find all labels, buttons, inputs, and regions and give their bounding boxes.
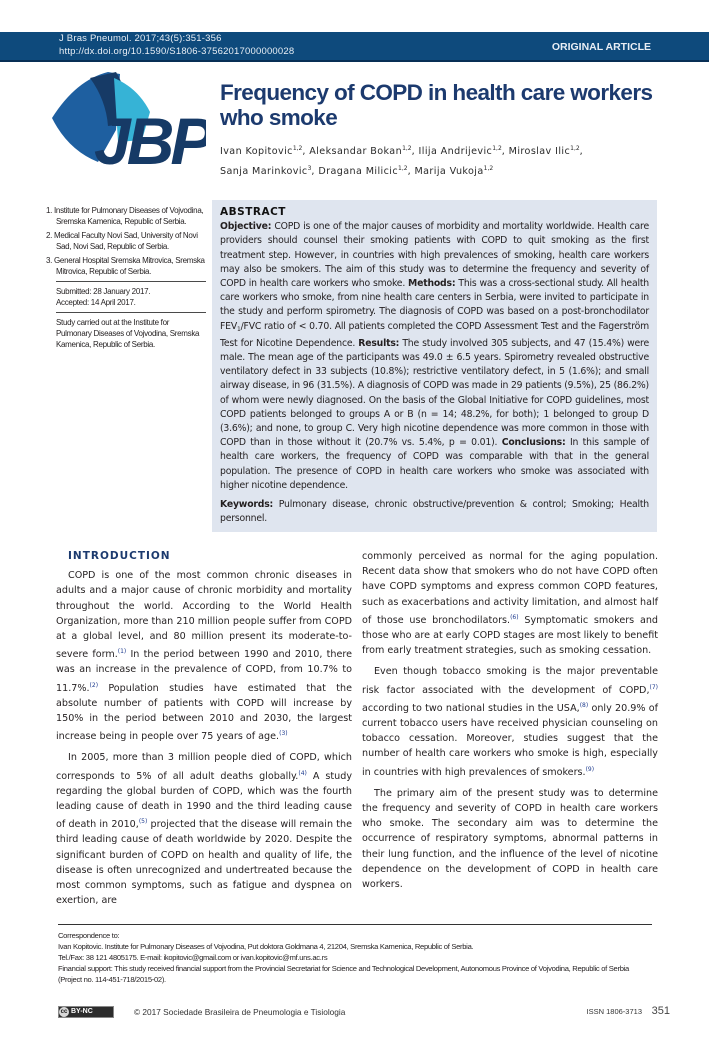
page-footer	[58, 1006, 670, 1020]
citation-link[interactable]: (7)	[649, 683, 658, 691]
author-name: Ilija Andrijevic	[418, 146, 493, 157]
methods-text: This was a cross-sectional study. All health care workers who smoke, from nine health care centers in Serbia, were invited to participate in the study and perform spirometry. The diagnosis of COPD was based on a post-bronchodilator FEV	[220, 278, 649, 332]
abstract-box	[212, 200, 657, 532]
affiliation-item: 3. General Hospital Sremska Mitrovica, Sremska Mitrovica, Republic of Serbia.	[46, 256, 205, 276]
paragraph-text: only 20.9% of current tobacco users have received physician counseling on tobacco cessation. Moreover, studies suggest that the number of health care workers who smoke is high, especially in countries with high prevalences of smokers.	[362, 702, 658, 778]
issn: ISSN 1806-3713	[586, 1007, 642, 1016]
abstract-heading: ABSTRACT	[220, 206, 286, 218]
divider	[56, 281, 206, 282]
financial-support: Financial support: This study received financial support from the Provincial Secretariat for Science and Technological Development, Autonomous Province of Vojvodina, Republic of Serbia (Project no. 114-451-718/2015-02).	[58, 964, 629, 984]
conclusions-label: Conclusions:	[501, 437, 566, 449]
methods-subscript: 1	[236, 325, 241, 333]
keywords-text: Pulmonary disease, chronic obstructive/prevention & control; Smoking; Health personnel.	[220, 499, 649, 525]
citation-link[interactable]: (1)	[117, 648, 127, 656]
citation-link[interactable]: (9)	[585, 765, 595, 773]
author-affiliation: 1,2	[483, 165, 494, 172]
citation-link[interactable]: (4)	[298, 769, 307, 777]
author-name: Miroslav Ilic	[508, 146, 571, 157]
introduction-heading: INTRODUCTION	[68, 550, 171, 562]
author-name: Sanja Marinkovic	[220, 166, 308, 177]
correspondence-contact[interactable]: Tel./Fax: 38 121 4805175. E-mail: ikopitovic@gmail.com or ivan.kopitovic@mf.uns.ac.rs	[58, 953, 328, 962]
divider	[56, 312, 206, 313]
author-list: Ivan Kopitovic$^{1,2}$, Aleksandar Bokan$^{1,2}$, Ilija Andrijevic$^{1,2}$, Miroslav Ilic$^{1,2}$, Sanja Marinkovic$^3$, Dragana Milicic$^{1,2}$, Marija Vukoja$^{1,2}$	[220, 145, 584, 177]
study-site-note: Study carried out at the Institute for Pulmonary Diseases of Vojvodina, Sremska Kamenica, Republic of Serbia.	[56, 318, 200, 349]
license-badge-text: BY-NC	[71, 1008, 93, 1015]
citation-link[interactable]: (6)	[510, 613, 519, 621]
license-badge[interactable]	[58, 1006, 114, 1018]
creative-commons-icon: cc	[60, 1009, 68, 1015]
paragraph-text: A study regarding the global burden of COPD, which was the fourth leading cause of death in 1990 and the third leading cause of death in 2010,	[56, 770, 352, 831]
author-name: Marija Vukoja	[414, 166, 484, 177]
results-text: The study involved 305 subjects, and 47 (15.4%) were male. The mean age of the participants was 49.0 ± 6.5 years. Spirometry revealed obstructive ventilatory defect in 33 subjects (10.8%); restrictive ventilatory defect, in 5 (1.6%); and small airway disease, in 96 (31.5%). A diagnosis of COPD was made in 29 patients (9.5%), 25 (86.2%) of whom were newly diagnosed. On the basis of the Global Initiative for COPD guidelines, most COPD patients belonged to groups A or B (n = 14; 48.2%, for both); 1 belonged to group D (3.6%); and none, to group C. Very high nicotine dependence was more common in those with COPD than in those without it (20.7% vs. 5.4%, p = 0.01).	[220, 337, 649, 449]
affiliation-item: 1. Institute for Pulmonary Diseases of Vojvodina, Sremska Kamenica, Republic of Serbia.	[46, 206, 204, 226]
paragraph-text: In the period between 1990 and 2010, there was an increase in the prevalence of COPD, from 10.7% to 11.7%.	[56, 649, 352, 694]
journal-header-band	[0, 32, 709, 62]
citation-link[interactable]: (8)	[579, 701, 589, 709]
paragraph-text: Even though tobacco smoking is the major preventable risk factor associated with the development of COPD,	[362, 666, 658, 696]
paragraph	[56, 568, 352, 744]
svg-text:JBP: JBP	[94, 104, 206, 178]
paragraph-text: COPD is one of the most common chronic diseases in adults and a major cause of chronic morbidity and mortality throughout the world. According to the World Health Organization, more than 210 million people suffer from COPD at a global level, and 80 million present its moderate-to-severe form.	[56, 570, 352, 661]
affiliation-item: 2. Medical Faculty Novi Sad, University of Novi Sad, Novi Sad, Republic of Serbia.	[46, 231, 198, 251]
author-affiliation: 1,2	[492, 145, 502, 152]
paragraph-text: In 2005, more than 3 million people died of COPD, which corresponds to 5% of all adult deaths globally.	[56, 752, 352, 782]
journal-citation: J Bras Pneumol. 2017;43(5):351-356	[59, 33, 222, 44]
results-label: Results:	[358, 337, 400, 349]
keywords	[220, 498, 649, 526]
copyright-text: © 2017 Sociedade Brasileira de Pneumologia e Tisiologia	[134, 1007, 346, 1017]
paragraph-text: projected that the disease will remain the third leading cause of death worldwide by 2020. Despite the significant burden of COPD on health and quality of life, the disease is often unrecognized and undertreated because the most common symptoms, such as fatigue and dyspnea on exertion, are	[56, 819, 352, 907]
author-affiliation: 1,2	[402, 145, 412, 152]
paragraph	[362, 549, 658, 658]
paragraph-text: according to two national studies in the USA,	[362, 702, 580, 714]
keywords-label: Keywords:	[220, 499, 274, 511]
author-name: Ivan Kopitovic	[220, 146, 293, 157]
body-column-left	[56, 549, 352, 914]
paragraph-text: Population studies have estimated that the absolute number of patients with COPD will increase by 150% in the period between 2010 and 2030, the largest increase being in people over 75 years of age.	[56, 682, 352, 743]
correspondence-label: Correspondence to:	[58, 931, 120, 940]
author-name: Aleksandar Bokan	[309, 146, 403, 157]
submitted-date: Submitted: 28 January 2017.	[56, 287, 151, 296]
accepted-date: Accepted: 14 April 2017.	[56, 298, 136, 307]
affiliations-sidebar	[46, 205, 206, 350]
citation-link[interactable]: (3)	[279, 730, 288, 738]
methods-label: Methods:	[408, 278, 456, 290]
correspondence-address: Ivan Kopitovic. Institute for Pulmonary Diseases of Vojvodina, Put doktora Goldmana 4, 21204, Sremska Kamenica, Republic of Serbia.	[58, 942, 474, 951]
jbp-logo-icon	[46, 70, 206, 178]
author-affiliation: 1,2	[570, 145, 580, 152]
conclusions-text: In this sample of health care workers, the frequency of COPD was comparable with that in the general population. The presence of COPD in health care workers who smoke was associated with higher nicotine dependence.	[220, 437, 649, 491]
paragraph-text: Symptomatic smokers and those who are at early COPD stages are most likely to benefit from early treatment strategies, such as smoking cessation.	[362, 614, 658, 657]
correspondence-block	[58, 924, 652, 985]
paragraph: The primary aim of the present study was to determine the frequency and severity of COPD in health care workers who smoke. The secondary aim was to determine the occurrence of respiratory symptoms, abnormal patterns in their lung function, and the influence of the level of nicotine dependence on the development of COPD in health care workers.	[362, 787, 658, 891]
objective-text: COPD is one of the major causes of morbidity and mortality worldwide. Health care providers should counsel their smoking patients with COPD to quit smoking as the first treatment step. However, in countries with high prevalences of smoking, health care workers may also be smokers. The aim of this study was to determine the frequency and severity of COPD in health care workers who smoke.	[220, 221, 649, 290]
paragraph	[56, 750, 352, 908]
author-affiliation: 3	[307, 165, 312, 172]
doi-link[interactable]: http://dx.doi.org/10.1590/S1806-37562017000000028	[59, 46, 295, 57]
author-name: Dragana Milicic	[318, 166, 399, 177]
affiliation-list	[46, 205, 206, 277]
page-number: 351	[651, 1005, 670, 1017]
objective-label: Objective:	[220, 221, 272, 233]
citation-link[interactable]: (5)	[138, 818, 148, 826]
paragraph	[362, 664, 658, 779]
author-affiliation: 1,2	[292, 145, 303, 152]
article-type-label: ORIGINAL ARTICLE	[551, 41, 651, 53]
methods-text-cont: /FVC ratio of < 0.70. All patients completed the COPD Assessment Test and the Fagerström Test for Nicotine Dependence.	[220, 320, 649, 349]
abstract-body	[220, 220, 649, 493]
author-affiliation: 1,2	[398, 165, 408, 172]
body-column-right	[362, 549, 658, 898]
paragraph-text: commonly perceived as normal for the aging population. Recent data show that smokers who do not have COPD often have COPD symptoms and express common COPD features, such as exacerbations and activity limitation, and almost half of those use bronchodilators.	[362, 551, 658, 626]
citation-link[interactable]: (2)	[89, 681, 99, 689]
article-title: Frequency of COPD in health care workers who smoke	[220, 80, 653, 130]
journal-citation-block	[59, 32, 294, 58]
